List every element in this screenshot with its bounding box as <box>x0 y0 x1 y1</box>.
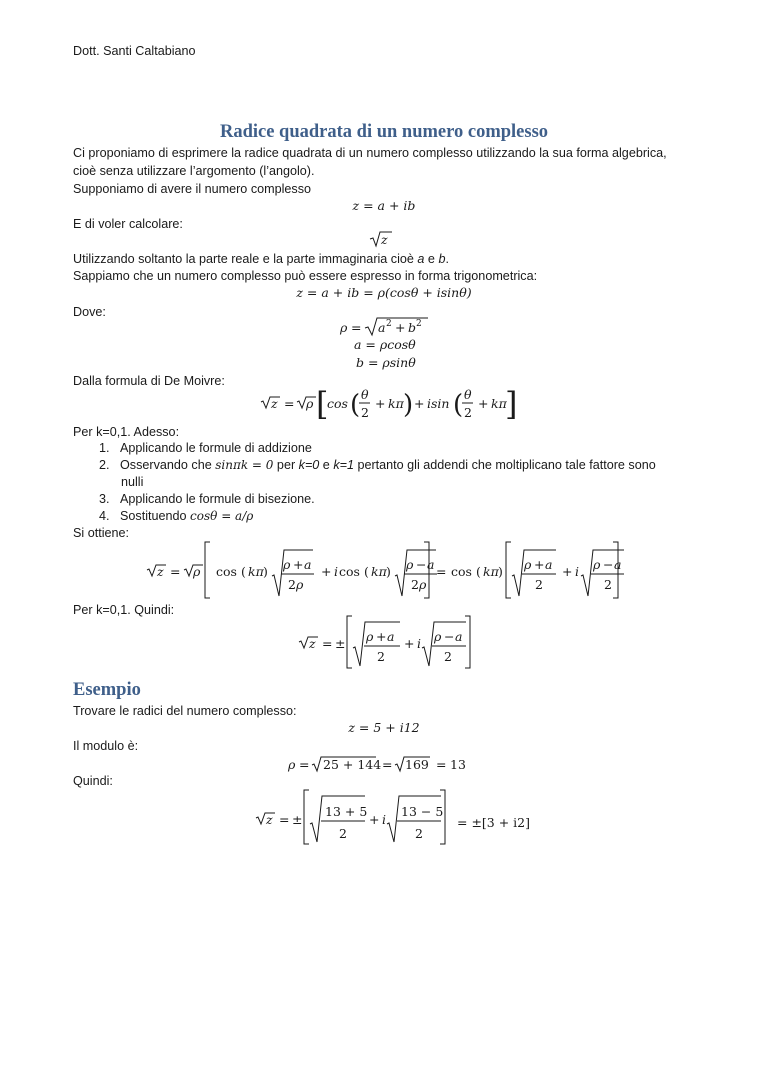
svg-text:=: = <box>279 812 290 827</box>
svg-text:(: ( <box>476 564 481 579</box>
svg-text:a: a <box>387 629 395 644</box>
svg-text:i: i <box>382 812 386 827</box>
example-equation-result <box>255 788 455 848</box>
equation-sqrt-z <box>368 229 398 249</box>
svg-text:ρ: ρ <box>340 320 348 335</box>
svg-text:13: 13 <box>450 757 466 772</box>
per-k-adesso: Per k=0,1. Adesso: <box>73 425 180 439</box>
svg-text:ρ: ρ <box>193 564 201 579</box>
svg-text:2: 2 <box>288 577 296 592</box>
intro-line-1: Ci proponiamo di esprimere la radice quadrata di un numero complesso utilizzando la sua forma algebrica, <box>73 146 667 160</box>
intro-line-4: E di voler calcolare: <box>73 217 183 231</box>
svg-text:ρ: ρ <box>419 577 427 592</box>
svg-text:i: i <box>575 564 579 579</box>
svg-text:2: 2 <box>339 826 347 841</box>
svg-text:+: + <box>534 557 545 572</box>
svg-text:=: = <box>436 564 447 579</box>
bracket-right <box>612 540 622 602</box>
svg-text:ρ: ρ <box>283 557 291 572</box>
svg-text:−: − <box>444 629 455 644</box>
equation-a-rho-cos: a = ρcosθ <box>354 337 416 352</box>
svg-text:+: + <box>414 396 425 411</box>
intro-line-3: Supponiamo di avere il numero complesso <box>73 182 312 196</box>
equation-rho-modulus <box>340 316 440 338</box>
svg-text:+: + <box>562 564 573 579</box>
svg-text:z: z <box>157 564 164 579</box>
svg-text:13 − 5: 13 − 5 <box>401 804 444 819</box>
intro-line-2: cioè senza utilizzare l’argomento (l’angolo). <box>73 164 315 178</box>
equation-sqrt-z-plusminus <box>298 614 478 670</box>
svg-text:−: − <box>603 557 614 572</box>
example-equation-modulus <box>288 753 488 775</box>
svg-text:ρ: ρ <box>296 577 304 592</box>
svg-text:±: ± <box>292 812 303 827</box>
svg-text:=: = <box>436 757 447 772</box>
svg-text:cos: cos <box>339 564 360 579</box>
svg-text:ρ: ρ <box>366 629 374 644</box>
svg-text:(: ( <box>453 390 464 420</box>
svg-text:±: ± <box>335 636 346 651</box>
svg-text:2: 2 <box>464 405 472 420</box>
svg-text:a: a <box>455 629 463 644</box>
page-title: Radice quadrata di un numero complesso <box>219 122 549 142</box>
svg-text:ρ: ρ <box>434 629 442 644</box>
svg-text:i: i <box>334 564 338 579</box>
svg-text:): ) <box>498 564 503 579</box>
svg-text:=: = <box>351 320 362 335</box>
svg-text:(: ( <box>364 564 369 579</box>
svg-text:): ) <box>403 390 414 420</box>
svg-text:ρ: ρ <box>306 396 314 411</box>
intro-line-5: Utilizzando soltanto la parte reale e la parte immaginaria cioè a e b. <box>73 252 449 266</box>
svg-text:ρ: ρ <box>406 557 414 572</box>
svg-text:169: 169 <box>405 757 429 772</box>
svg-text:=: = <box>322 636 333 651</box>
svg-text:ρ: ρ <box>288 757 296 772</box>
svg-text:kπ: kπ <box>248 564 264 579</box>
svg-text:cos: cos <box>327 396 348 411</box>
step-2-continuation: nulli <box>121 475 144 489</box>
svg-text:(: ( <box>350 390 361 420</box>
svg-text:2: 2 <box>415 826 423 841</box>
example-equation-z: z = 5 + i12 <box>348 720 420 735</box>
svg-text:kπ: kπ <box>388 396 404 411</box>
page-header-author: Dott. Santi Caltabiano <box>73 44 196 58</box>
svg-text:=: = <box>284 396 295 411</box>
svg-text:kπ: kπ <box>491 396 507 411</box>
svg-text:2: 2 <box>444 649 452 664</box>
svg-text:+: + <box>376 629 387 644</box>
svg-text:ρ: ρ <box>593 557 601 572</box>
svg-text:z: z <box>271 396 278 411</box>
equation-trigonometric: z = a + ib = ρ(cosθ + isinθ) <box>296 285 472 300</box>
svg-text:2: 2 <box>386 319 392 329</box>
svg-text:z: z <box>309 636 316 651</box>
example-result-value: = ±[3 + i2] <box>457 815 530 830</box>
svg-text:2: 2 <box>604 577 612 592</box>
svg-text:+: + <box>369 812 380 827</box>
intro-line-6: Sappiamo che un numero complesso può essere espresso in forma trigonometrica: <box>73 269 538 283</box>
svg-text:isin: isin <box>427 396 450 411</box>
example-line-1: Trovare le radici del numero complesso: <box>73 704 297 718</box>
equation-de-moivre <box>260 385 520 425</box>
svg-text:+: + <box>293 557 304 572</box>
svg-text:2: 2 <box>416 319 422 329</box>
svg-text:+: + <box>375 396 386 411</box>
si-ottiene-label: Si ottiene: <box>73 526 130 540</box>
svg-text:z: z <box>266 812 273 827</box>
svg-text:θ: θ <box>361 387 369 402</box>
dove-label: Dove: <box>73 305 106 319</box>
svg-text:=: = <box>170 564 181 579</box>
example-line-3: Quindi: <box>73 774 113 788</box>
svg-text:cos: cos <box>216 564 237 579</box>
example-line-2: Il modulo è: <box>73 739 139 753</box>
svg-text:+: + <box>395 320 406 335</box>
svg-text:θ: θ <box>464 387 472 402</box>
svg-text:2: 2 <box>411 577 419 592</box>
svg-text:a: a <box>614 557 622 572</box>
svg-text:2: 2 <box>535 577 543 592</box>
equation-z: z = a + ib <box>352 198 416 213</box>
equation-b-rho-sin: b = ρsinθ <box>356 355 416 370</box>
de-moivre-label: Dalla formula di De Moivre: <box>73 374 225 388</box>
step-1: 1. Applicando le formule di addizione <box>99 441 312 455</box>
svg-text:cos: cos <box>451 564 472 579</box>
svg-text:kπ: kπ <box>371 564 387 579</box>
svg-text:i: i <box>417 636 421 651</box>
svg-text:+: + <box>478 396 489 411</box>
svg-text:z: z <box>381 232 388 247</box>
equation-sqrt-z-expanded <box>146 540 626 602</box>
svg-text:b: b <box>408 320 417 335</box>
svg-text:]: ] <box>505 385 518 423</box>
step-3: 3. Applicando le formule di bisezione. <box>99 492 315 506</box>
svg-text:(: ( <box>241 564 246 579</box>
svg-text:a: a <box>378 320 386 335</box>
svg-text:2: 2 <box>377 649 385 664</box>
svg-text:+: + <box>321 564 332 579</box>
svg-text:a: a <box>427 557 435 572</box>
step-4: 4. Sostituendo cosθ = a/ρ <box>99 509 254 523</box>
svg-text:−: − <box>416 557 427 572</box>
svg-text:2: 2 <box>361 405 369 420</box>
svg-text:): ) <box>263 564 268 579</box>
svg-text:13 + 5: 13 + 5 <box>325 804 368 819</box>
svg-text:a: a <box>545 557 553 572</box>
svg-text:=: = <box>299 757 310 772</box>
example-heading: Esempio <box>73 680 141 700</box>
per-k-quindi: Per k=0,1. Quindi: <box>73 603 175 617</box>
svg-text:25 + 144: 25 + 144 <box>323 757 382 772</box>
svg-text:+: + <box>404 636 415 651</box>
svg-text:kπ: kπ <box>483 564 499 579</box>
step-2: 2. Osservando che sinπk = 0 per k=0 e k=1 pertanto gli addendi che moltiplicano tale fattore sono <box>99 458 656 472</box>
svg-text:=: = <box>382 757 393 772</box>
svg-text:a: a <box>304 557 312 572</box>
svg-text:ρ: ρ <box>524 557 532 572</box>
svg-text:): ) <box>386 564 391 579</box>
svg-text:[: [ <box>316 385 329 423</box>
